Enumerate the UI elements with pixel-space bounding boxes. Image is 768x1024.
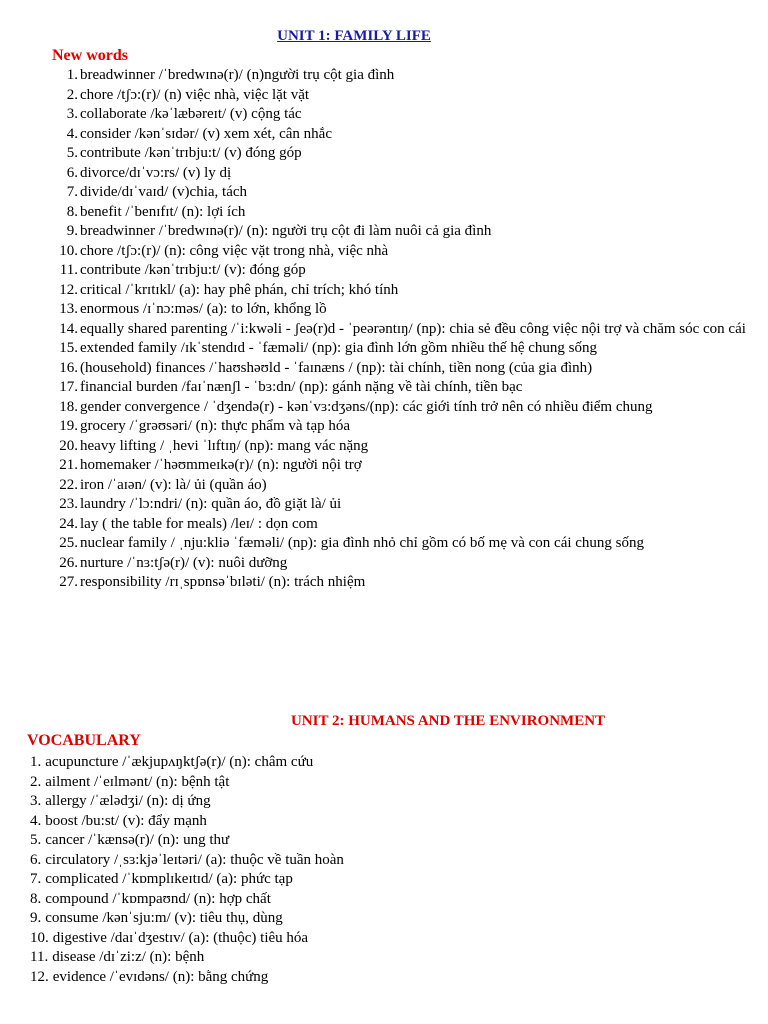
vocab-item-number: 12. — [30, 968, 49, 985]
vocab-item-number: 13. — [59, 301, 78, 317]
vocab-item — [48, 339, 758, 359]
vocab-item — [48, 554, 758, 574]
vocab-item — [48, 359, 758, 379]
vocab-item-number: 10. — [30, 929, 49, 946]
vocab-item — [30, 753, 750, 773]
vocab-item-number: 6. — [66, 164, 78, 181]
vocab-item-number: 12. — [59, 281, 78, 298]
vocab-item-text: contribute /kənˈtrɪbju:t/ (v) đóng góp — [80, 145, 302, 161]
vocab-item-number: 2. — [30, 773, 42, 790]
vocab-item — [48, 456, 758, 476]
vocab-item — [48, 164, 758, 184]
vocab-item-number: 7. — [66, 184, 78, 200]
vocab-item — [48, 66, 758, 86]
vocab-item-number: 8. — [30, 890, 42, 907]
vocab-item-text: allergy /ˈælədʒi/ (n): dị ứng — [45, 793, 211, 809]
vocab-item — [48, 203, 758, 223]
vocab-item — [30, 792, 750, 812]
vocab-item-number: 5. — [66, 145, 78, 161]
vocab-item — [48, 378, 758, 398]
vocab-item-text: nurture /ˈnɜ:tʃə(r)/ (v): nuôi dưỡng — [80, 554, 288, 571]
vocab-item — [30, 870, 750, 890]
vocab-item-number: 15. — [59, 340, 78, 356]
vocab-item-text: heavy lifting / ˌhevi ˈlɪftɪŋ/ (np): mang vác nặng — [80, 437, 369, 454]
vocab-item-text: complicated /ˈkɒmplɪkeɪtɪd/ (a): phức tạp — [45, 871, 293, 887]
vocab-item-text: financial burden /faɪˈnænʃl - ˈbɜ:dn/ (np): gánh nặng về tài chính, tiền bạc — [80, 379, 523, 395]
vocab-item — [48, 437, 758, 457]
vocab-item — [48, 105, 758, 125]
vocab-item-text: responsibility /rɪˌspɒnsəˈbɪləti/ (n): trách nhiệm — [80, 574, 366, 590]
vocab-item-text: contribute /kənˈtrɪbju:t/ (v): đóng góp — [80, 262, 306, 278]
vocab-item-text: consider /kənˈsɪdər/ (v) xem xét, cân nhắc — [80, 125, 332, 142]
vocab-item-text: iron /ˈaɪən/ (v): là/ ủi (quần áo) — [80, 476, 267, 493]
vocab-item-number: 27. — [59, 574, 78, 590]
vocab-item-number: 9. — [66, 223, 78, 239]
vocab-item-number: 22. — [59, 476, 78, 493]
vocab-item — [48, 125, 758, 145]
vocab-item-text: compound /ˈkɒmpaʊnd/ (n): hợp chất — [45, 890, 271, 907]
vocab-item-text: gender convergence / ˈdʒendə(r) - kənˈvɜ:dʒəns/(np): các giới tính trở nên có nhiều điểm chung — [80, 398, 653, 415]
vocab-item-number: 16. — [59, 359, 78, 376]
vocab-item-number: 4. — [66, 125, 78, 142]
vocab-item — [48, 144, 758, 164]
vocab-item-text: grocery /ˈgrəʊsəri/ (n): thực phẩm và tạp hóa — [80, 418, 351, 434]
vocab-item-text: enormous /ɪˈnɔ:məs/ (a): to lớn, khổng lồ — [80, 301, 327, 317]
vocab-item — [30, 831, 750, 851]
vocab-item-text: equally shared parenting /ˈi:kwəli - ʃeə(r)d - ˈpeərəntɪŋ/ (np): chia sẻ đều công việc nội trợ và chăm sóc con cái — [80, 320, 746, 337]
vocab-item — [30, 773, 750, 793]
vocab-item-number: 6. — [30, 851, 42, 868]
vocab-item-text: laundry /ˈlɔ:ndri/ (n): quần áo, đồ giặt là/ ủi — [80, 496, 342, 512]
vocab-item — [48, 242, 758, 262]
vocab-item-number: 21. — [59, 457, 78, 473]
vocab-item-number: 2. — [66, 86, 78, 103]
vocab-item-number: 8. — [66, 203, 78, 220]
vocab-item — [48, 515, 758, 535]
vocab-item-number: 14. — [59, 320, 78, 337]
vocab-item — [30, 968, 750, 988]
vocab-item-text: digestive /daɪˈdʒestɪv/ (a): (thuộc) tiêu hóa — [52, 929, 309, 946]
vocab-item-number: 3. — [66, 106, 78, 122]
vocab-item-number: 7. — [30, 871, 42, 887]
vocab-item-text: (household) finances /ˈhaʊshəʊld - ˈfaɪnæns / (np): tài chính, tiền nong (của gia đình) — [80, 359, 593, 376]
vocab-item-number: 19. — [59, 418, 78, 434]
vocab-item — [30, 909, 750, 929]
vocab-item — [48, 320, 758, 340]
vocab-item-number: 9. — [30, 910, 42, 926]
vocab-item-text: consume /kənˈsju:m/ (v): tiêu thụ, dùng — [45, 910, 283, 926]
vocab-item-number: 18. — [59, 398, 78, 415]
vocab-item-text: extended family /ɪkˈstendɪd - ˈfæməli/ (np): gia đình lớn gồm nhiều thế hệ chung sống — [80, 340, 597, 356]
vocab-item-text: lay ( the table for meals) /leɪ/ : dọn com — [80, 515, 318, 532]
unit1-title: UNIT 1: FAMILY LIFE — [277, 28, 431, 44]
vocab-item — [48, 86, 758, 106]
unit2-word-list — [30, 753, 750, 987]
vocab-item — [48, 300, 758, 320]
vocab-item-text: collaborate /kəˈlæbəreɪt/ (v) cộng tác — [80, 106, 302, 122]
vocab-item-text: critical /ˈkrɪtɪkl/ (a): hay phê phán, chỉ trích; khó tính — [80, 281, 399, 298]
vocab-item-text: chore /tʃɔ:(r)/ (n) việc nhà, việc lặt vặt — [80, 86, 310, 103]
vocab-item-number: 5. — [30, 832, 42, 848]
vocab-item-number: 11. — [59, 262, 78, 278]
vocab-item-text: disease /dɪˈzi:z/ (n): bệnh — [52, 949, 205, 965]
vocab-item-number: 17. — [59, 379, 78, 395]
vocab-item-text: divorce/dɪˈvɔ:rs/ (v) ly dị — [80, 164, 232, 181]
vocab-item — [48, 495, 758, 515]
vocab-item-number: 4. — [30, 812, 42, 829]
vocab-item-number: 24. — [59, 515, 78, 532]
vocab-item-text: circulatory /ˌsɜ:kjəˈleɪtəri/ (a): thuộc về tuần hoàn — [45, 851, 344, 868]
vocab-item-number: 25. — [59, 535, 78, 551]
vocab-item — [30, 948, 750, 968]
vocab-item-number: 10. — [59, 242, 78, 259]
vocab-item-text: breadwinner /ˈbredwɪnə(r)/ (n)người trụ cột gia đình — [80, 67, 395, 83]
vocab-item — [30, 890, 750, 910]
vocab-item-text: homemaker /ˈhəʊmmeɪkə(r)/ (n): người nội trợ — [80, 457, 362, 473]
vocab-item-text: breadwinner /ˈbredwɪnə(r)/ (n): người trụ cột đi làm nuôi cả gia đình — [80, 223, 492, 239]
vocab-item — [48, 476, 758, 496]
vocab-item — [48, 183, 758, 203]
vocab-item — [30, 851, 750, 871]
vocab-item — [48, 222, 758, 242]
vocab-item-text: evidence /ˈevɪdəns/ (n): bằng chứng — [52, 968, 269, 985]
unit1-word-list — [48, 66, 758, 593]
vocab-item — [48, 573, 758, 593]
vocab-item — [48, 417, 758, 437]
vocab-item — [48, 261, 758, 281]
vocab-item — [48, 398, 758, 418]
unit2-section-label: VOCABULARY — [27, 732, 141, 749]
vocab-item-text: cancer /ˈkænsə(r)/ (n): ung thư — [45, 832, 230, 848]
vocab-item-number: 20. — [59, 437, 78, 454]
vocab-item-text: ailment /ˈeɪlmənt/ (n): bệnh tật — [45, 773, 230, 790]
vocab-item-text: benefit /ˈbenɪfɪt/ (n): lợi ích — [80, 203, 246, 220]
vocab-item-number: 23. — [59, 496, 78, 512]
vocab-item — [48, 281, 758, 301]
vocab-item — [30, 812, 750, 832]
unit2-title: UNIT 2: HUMANS AND THE ENVIRONMENT — [290, 713, 606, 729]
vocab-item — [48, 534, 758, 554]
vocab-item-text: nuclear family / ˌnju:kliə ˈfæməli/ (np): gia đình nhỏ chỉ gồm có bố mẹ và con cái chung sống — [80, 535, 645, 551]
vocab-item-text: acupuncture /ˈækjupʌŋktʃə(r)/ (n): châm cứu — [45, 754, 314, 770]
vocab-item-number: 11. — [30, 949, 49, 965]
vocab-item — [30, 929, 750, 949]
unit1-section-label: New words — [52, 47, 128, 64]
vocab-item-number: 1. — [66, 67, 78, 83]
vocab-item-number: 1. — [30, 754, 42, 770]
vocab-item-number: 3. — [30, 793, 42, 809]
vocab-item-text: chore /tʃɔ:(r)/ (n): công việc vặt trong nhà, việc nhà — [80, 242, 389, 259]
vocab-item-text: divide/dɪˈvaɪd/ (v)chia, tách — [80, 184, 248, 200]
vocab-item-text: boost /bu:st/ (v): đẩy mạnh — [45, 812, 207, 829]
vocab-item-number: 26. — [59, 554, 78, 571]
